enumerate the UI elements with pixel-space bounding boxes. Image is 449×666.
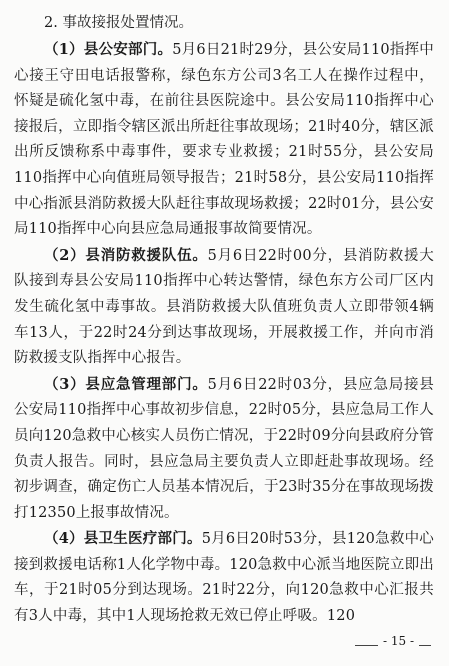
paragraph-text: 5月6日21时29分，县公安局110指挥中心接王守田电话报警称，绿色东方公司3名工人在操作过程中，怀疑是硫化氢中毒，在前往县医院途中。县公安局110指挥中心接报后，立即指令辖区派出所赶往事故现场；21时40分，辖区派出所反馈称系中毒事件，要求专业救援；21时55分，县公安局110指挥中心向值班局领导报告；21时58分，县公安局110指挥中心指派县消防救援大队赶往事故现场救援；22时01分，县公安局110指挥中心向县应急局通报事故简要情况。 [14, 42, 435, 238]
section-heading: 2. 事故接报处置情况。 [44, 15, 193, 31]
paragraph-health-medical [14, 526, 434, 629]
paragraph-lead: （2）县消防救援队伍。 [44, 246, 208, 264]
paragraph-lead: （1）县公安部门。 [44, 41, 173, 58]
paragraph-public-security [14, 37, 434, 243]
paragraph-emergency-management [14, 372, 434, 527]
paragraph-lead: （4）县卫生医疗部门。 [44, 530, 202, 548]
paragraph-text: 5月6日22时03分，县应急局接县公安局110指挥中心事故初步信息，22时05分，县应急局工作人员向120急救中心核实人员伤亡情况，于22时09分向县政府分管负责人报告。同时，县应急局主要负责人立即赶赴事故现场。经初步调查，确定伤亡人员基本情况后，于23时35分在事故现场拨打12350上报事故情况。 [14, 376, 434, 521]
paragraph-fire-rescue [14, 243, 434, 372]
page-number: - 15 - [378, 634, 419, 648]
paragraph-lead: （3）县应急管理部门。 [44, 375, 208, 393]
paragraph-text: 5月6日22时00分，县消防救援大队接到寿县公安局110指挥中心转达警情，绿色东方公司厂区内发生硫化氢中毒事故。县消防救援大队值班负责人立即带领4辆车13人，于22时24分到达事故现场，开展救援工作，并向市消防救援支队指挥中心报告。 [14, 247, 434, 367]
document-body [14, 10, 434, 630]
paragraph-text: 5月6日20时53分，县120急救中心接到救援电话称1人化学物中毒。120急救中心派当地医院立即出车，于21时05分到达现场。21时22分，向120急救中心汇报共有3人中毒，其中1人现场抢救无效已停止呼吸。120 [14, 531, 435, 625]
